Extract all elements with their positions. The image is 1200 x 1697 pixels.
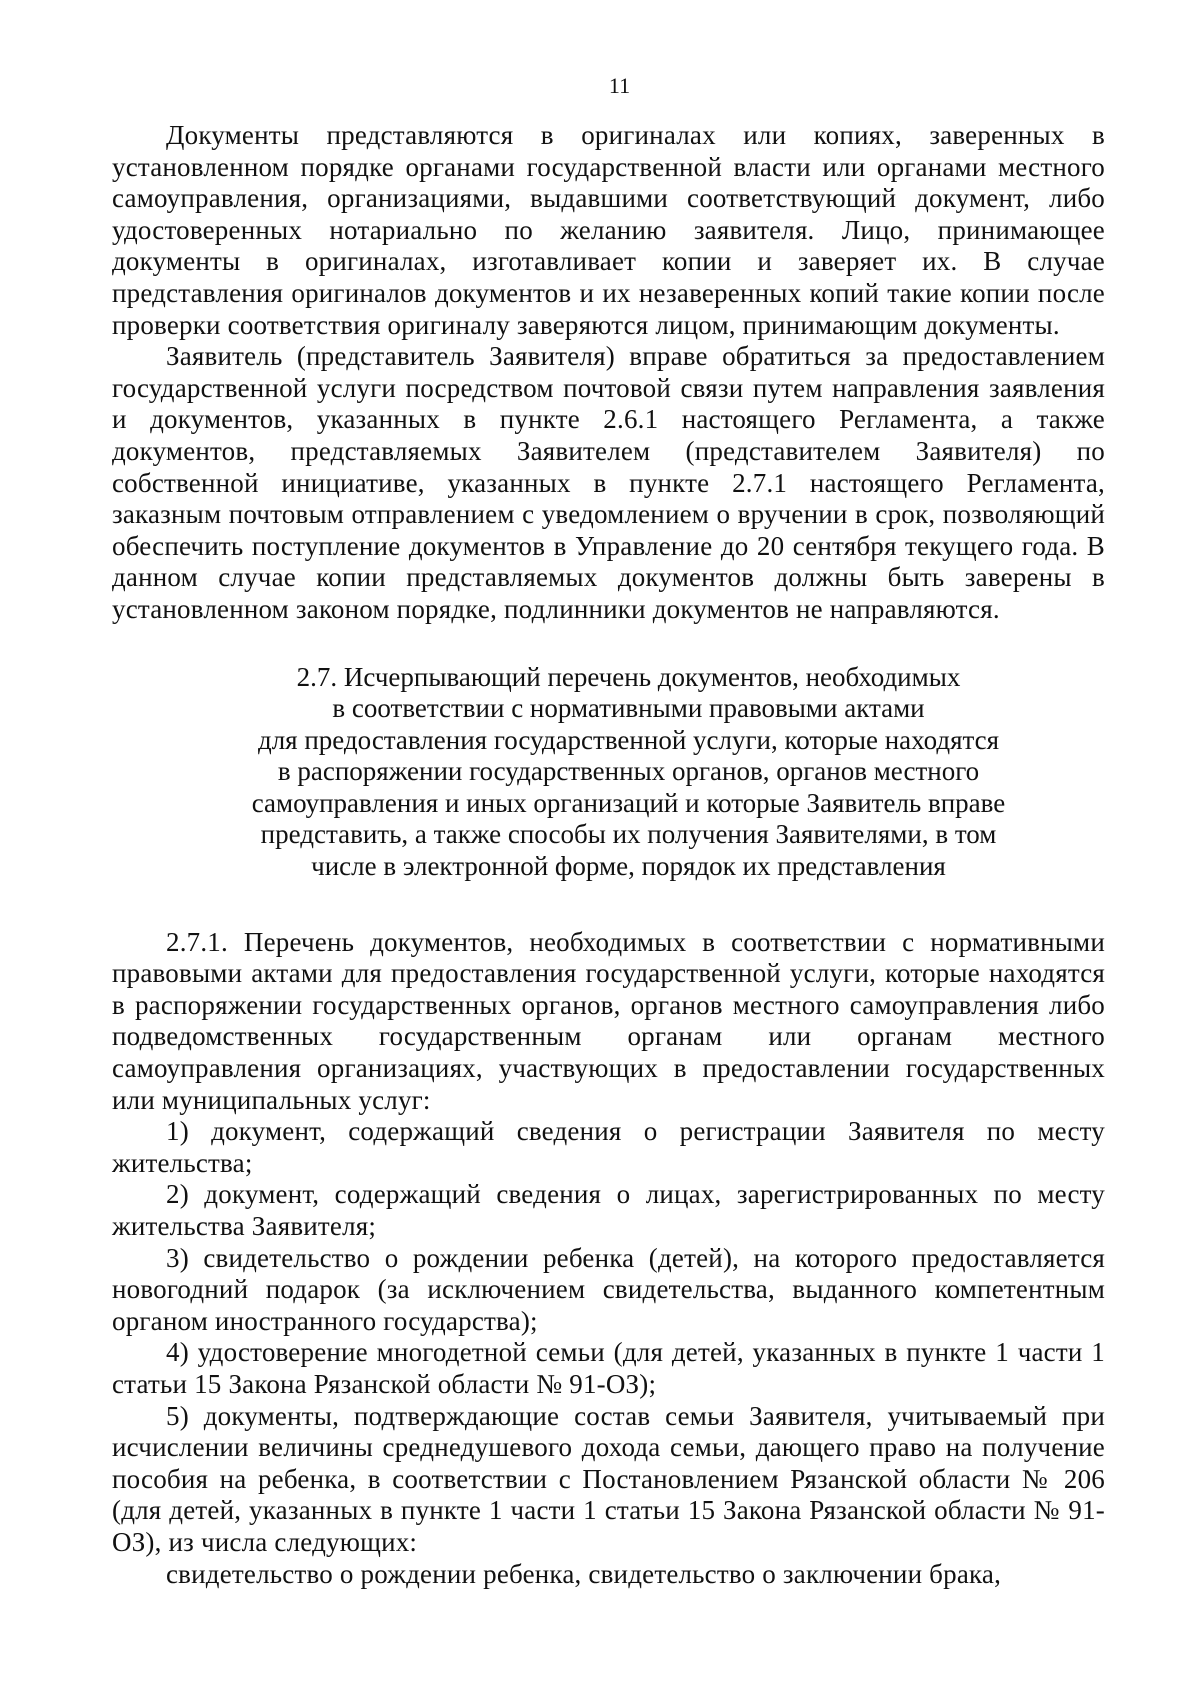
heading-line: в соответствии с нормативными правовыми актами — [332, 693, 925, 724]
heading-line: 2.7. Исчерпывающий перечень документов, необходимых — [296, 661, 961, 692]
list-item: 5) документы, подтверждающие состав семьи Заявителя, учитываемый при исчислении величины среднедушевого дохода семьи, дающего право на получение пособия на ребенка, в соответствии с Постановлением Рязанской области № 206 (для детей, указанных в пункте 1 части 1 статьи 15 Закона Рязанской области № 91-ОЗ), из числа следующих: — [112, 1400, 1105, 1557]
heading-line: в распоряжении государственных органов, органов местного — [277, 756, 980, 787]
paragraph-documents-originals: Документы представляются в оригиналах или копиях, заверенных в установленном порядке органами государственной власти или органами местного самоуправления, организациями, выдавшими соответствующий документ, либо удостоверенных нотариально по желанию заявителя. Лицо, принимающее документы в оригиналах, изготавливает копии и заверяет их. В случае представления оригиналов документов и их незаверенных копий такие копии после проверки соответствия оригиналу заверяются лицом, принимающим документы. — [112, 120, 1105, 340]
list-item: свидетельство о рождении ребенка, свидетельство о заключении брака, — [166, 1558, 1002, 1589]
list-item: 1) документ, содержащий сведения о регистрации Заявителя по месту жительства; — [112, 1116, 1105, 1178]
heading-line: представить, а также способы их получения Заявителями, в том — [260, 819, 997, 850]
list-item: 4) удостоверение многодетной семьи (для детей, указанных в пункте 1 части 1 статьи 15 Закона Рязанской области № 91-ОЗ); — [112, 1337, 1105, 1399]
list-item: 2) документ, содержащий сведения о лицах, зарегистрированных по месту жительства Заявителя; — [112, 1179, 1105, 1241]
page-number: 11 — [608, 73, 631, 98]
heading-line: числе в электронной форме, порядок их представления — [311, 851, 946, 882]
section-heading-2-7 — [212, 662, 1045, 883]
heading-line: самоуправления и иных организаций и которые Заявитель вправе — [251, 787, 1006, 818]
heading-line: для предоставления государственной услуги, которые находятся — [257, 724, 1000, 755]
list-item: 3) свидетельство о рождении ребенка (детей), на которого предоставляется новогодний подарок (за исключением свидетельства, выданного компетентным органом иностранного государства); — [112, 1242, 1105, 1336]
paragraph-postal-submission: Заявитель (представитель Заявителя) вправе обратиться за предоставлением государственной услуги посредством почтовой связи путем направления заявления и документов, указанных в пункте 2.6.1 настоящего Регламента, а также документов, представляемых Заявителем (представителем Заявителя) по собственной инициативе, указанных в пункте 2.7.1 настоящего Регламента, заказным почтовым отправлением с уведомлением о вручении в срок, позволяющий обеспечить поступление документов в Управление до 20 сентября текущего года. В данном случае копии представляемых документов должны быть заверены в установленном законом порядке, подлинники документов не направляются. — [112, 341, 1105, 624]
section-2-7-1-intro: 2.7.1. Перечень документов, необходимых в соответствии с нормативными правовыми актами для предоставления государственной услуги, которые находятся в распоряжении государственных органов, органов местного самоуправления либо подведомственных государственным органам или органам местного самоуправления организациях, участвующих в предоставлении государственных или муниципальных услуг: — [112, 926, 1105, 1115]
